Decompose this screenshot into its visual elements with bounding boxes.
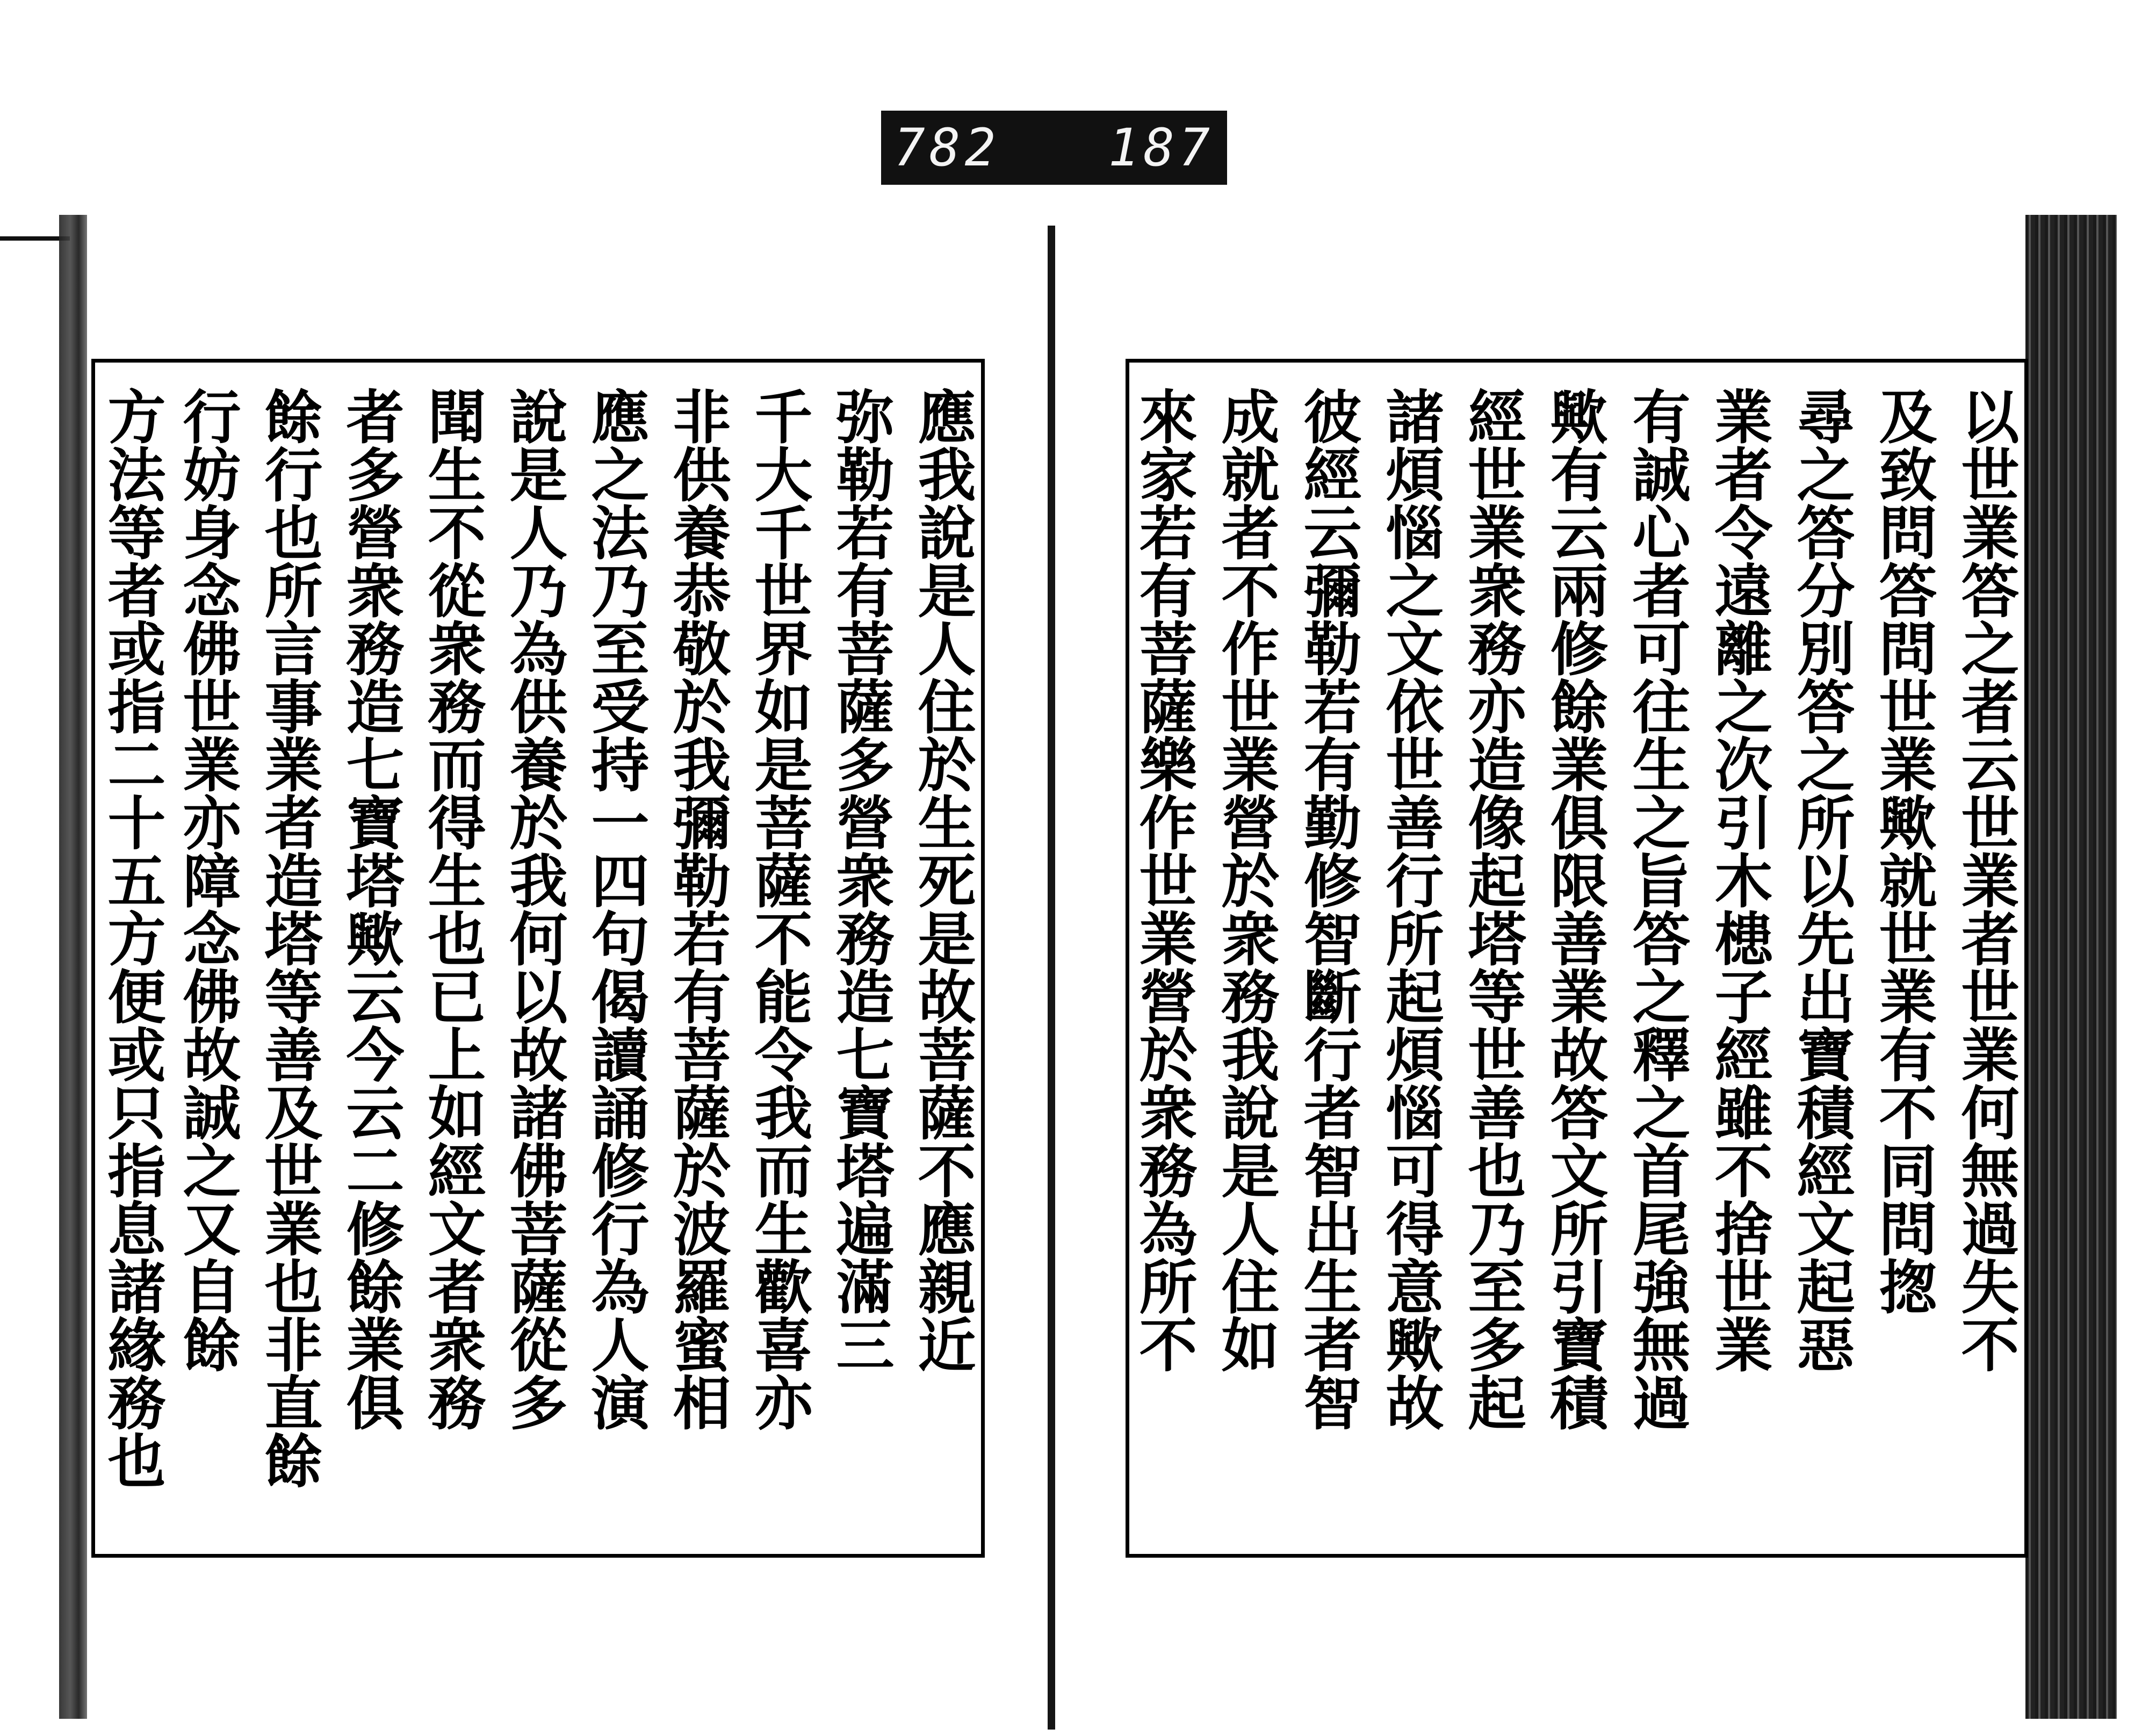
right-page-column-4: 業者令遠離之次引木槵子經雖不捨世業 — [1705, 387, 1772, 1373]
right-page-column-5: 有誠心者可往生之旨答之釋之首尾強無過 — [1622, 387, 1690, 1431]
left-page-column-10: 行妨身念佛世業亦障念佛故誠之又自餘 — [173, 387, 241, 1373]
right-page-column-2: 及致問答問世業歟就世業有不同問揔 — [1869, 387, 1937, 1315]
left-page-column-8: 者多營衆務造七寶塔歟云今云二修餘業俱 — [336, 387, 404, 1431]
right-page-edge-stack — [2025, 215, 2117, 1719]
left-page-column-4: 非供養恭敬於我彌勒若有菩薩於波羅蜜相 — [663, 387, 731, 1431]
right-page-column-3: 尋之答分別答之所以先出寶積經文起惡 — [1787, 387, 1855, 1373]
right-page-column-6: 歟有云兩修餘業俱限善業故答文所引寶積 — [1540, 387, 1608, 1431]
right-page-column-11: 來家若有菩薩樂作世業營於衆務為所不 — [1129, 387, 1197, 1373]
scan-number-right: 187 — [1108, 118, 1214, 178]
left-page-column-2: 弥勒若有菩薩多營衆務造七寶塔遍滿三 — [826, 387, 894, 1373]
scan-number-label — [881, 111, 1227, 185]
left-page-edge-shadow — [59, 215, 87, 1719]
left-page-column-5: 應之法乃至受持一四句偈讀誦修行為人演 — [581, 387, 649, 1431]
right-page-column-10: 成就者不作世業營於衆務我說是人住如 — [1211, 387, 1279, 1373]
left-page-column-6: 說是人乃為供養於我何以故諸佛菩薩從多 — [500, 387, 567, 1431]
right-page-column-1: 以世業答之者云世業者世業何無過失不 — [1951, 387, 2019, 1373]
right-page-column-9: 彼經云彌勒若有勤修智斷行者智出生者智 — [1294, 387, 1361, 1431]
scan-number-left: 782 — [894, 118, 1000, 178]
left-page-column-1: 應我說是人住於生死是故菩薩不應親近 — [908, 387, 976, 1373]
right-page-column-7: 經世業衆務亦造像起塔等世善也乃至多起 — [1458, 387, 1526, 1431]
left-page-column-11: 方法等者或指二十五方便或只指息諸緣務也 — [98, 387, 165, 1489]
right-page-column-8: 諸煩惱之文依世善行所起煩惱可得意歟故 — [1376, 387, 1444, 1431]
left-page-column-9: 餘行也所言事業者造塔等善及世業也非直餘 — [255, 387, 322, 1489]
left-page-column-3: 千大千世界如是菩薩不能令我而生歡喜亦 — [745, 387, 812, 1431]
left-page-column-7: 聞生不從衆務而得生也已上如經文者衆務 — [418, 387, 486, 1431]
book-gutter-fold — [1048, 226, 1055, 1730]
